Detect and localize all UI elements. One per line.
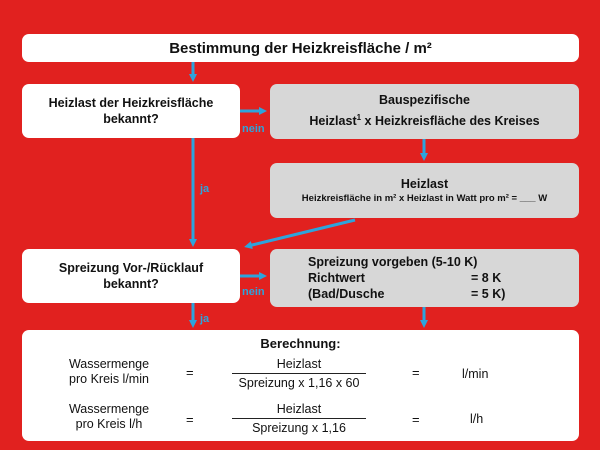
question-heizlast-known bbox=[22, 84, 240, 138]
calc-row2-fraction bbox=[232, 402, 366, 435]
r3-row-bad bbox=[308, 286, 523, 302]
calc-row2-equals2: = bbox=[412, 412, 420, 427]
calc-title: Berechnung: bbox=[260, 336, 341, 351]
box-bauspezifische-heizlast bbox=[270, 84, 579, 139]
r1-line1: Bauspezifische bbox=[378, 93, 470, 108]
arrow-r2-to-q2 bbox=[248, 220, 355, 246]
nein-label-1: nein bbox=[242, 123, 265, 135]
q1-line2: bekannt? bbox=[103, 112, 159, 126]
q2-line2: bekannt? bbox=[103, 277, 159, 291]
r1-line2b: x Heizkreisfläche des Kreises bbox=[361, 114, 540, 129]
r3-row-richtwert bbox=[308, 270, 523, 286]
diagram-title bbox=[22, 34, 579, 62]
q2-line1: Spreizung Vor-/Rücklauf bbox=[58, 261, 204, 275]
calc-row1-denominator: Spreizung x 1,16 x 60 bbox=[238, 376, 360, 390]
r1-footnote-mark: 1 bbox=[356, 113, 362, 123]
r3-row1-label: Richtwert bbox=[308, 271, 365, 285]
r3-line1: Spreizung vorgeben (5-10 K) bbox=[308, 255, 478, 269]
r3-row1-value: = 8 K bbox=[471, 271, 502, 285]
r1-line2a: Heizlast bbox=[309, 114, 357, 129]
calc-row1-unit: l/min bbox=[462, 367, 489, 381]
nein-label-2: nein bbox=[242, 286, 265, 298]
q1-line1: Heizlast der Heizkreisfläche bbox=[48, 96, 214, 110]
ja-label-2: ja bbox=[200, 313, 210, 325]
calc-row1-numerator: Heizlast bbox=[232, 357, 366, 374]
calc-row1-equals2: = bbox=[412, 365, 420, 380]
r3-row2-label: (Bad/Dusche bbox=[308, 287, 385, 301]
calc-row2-denominator: Spreizung x 1,16 bbox=[252, 421, 346, 435]
calc-row2-equals: = bbox=[186, 412, 194, 427]
calc-row2-numerator: Heizlast bbox=[232, 402, 366, 419]
box-berechnung bbox=[22, 330, 579, 441]
calc-row2-label bbox=[54, 402, 164, 432]
calc-row1-equals: = bbox=[186, 365, 194, 380]
r1-line2 bbox=[309, 109, 539, 130]
calc-row1-label bbox=[54, 357, 164, 387]
calc-row2-label2: pro Kreis l/h bbox=[75, 417, 143, 431]
calc-row2-label1: Wassermenge bbox=[68, 402, 150, 416]
box-heizlast-formula bbox=[270, 163, 579, 218]
calc-row1-label1: Wassermenge bbox=[68, 357, 150, 371]
ja-label-1: ja bbox=[200, 183, 210, 195]
r3-row2-value: = 5 K) bbox=[471, 287, 506, 301]
calc-row1-fraction bbox=[232, 357, 366, 390]
question-spreizung-known bbox=[22, 249, 240, 303]
calc-row1-label2: pro Kreis l/min bbox=[69, 372, 149, 386]
calc-row2-unit: l/h bbox=[470, 412, 484, 426]
r2-formula: Heizkreisfläche in m² x Heizlast in Watt pro m² = ___ W bbox=[301, 193, 548, 204]
box-spreizung-vorgeben bbox=[270, 249, 579, 307]
title-text: Bestimmung der Heizkreisfläche / m² bbox=[169, 39, 432, 57]
r2-heading: Heizlast bbox=[400, 177, 449, 191]
